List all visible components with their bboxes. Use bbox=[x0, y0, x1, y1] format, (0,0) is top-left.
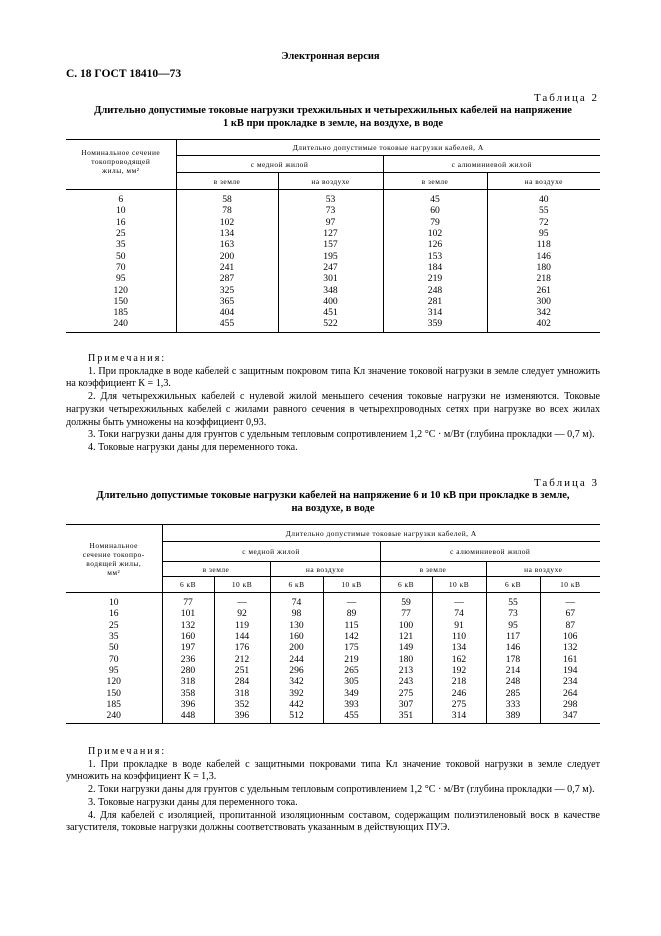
table3-cell-value: 89 bbox=[323, 608, 380, 619]
table2-cell-value: 134 bbox=[176, 228, 278, 239]
table3-cell-value: 161 bbox=[540, 653, 600, 664]
table2-sub-al-air: на воздухе bbox=[487, 173, 600, 190]
table2-cell-value: 163 bbox=[176, 239, 278, 250]
table3-cell-value: 67 bbox=[540, 608, 600, 619]
table3-cell-value: 213 bbox=[380, 665, 432, 676]
table3-cell-value: 132 bbox=[540, 642, 600, 653]
table3-header-copper: с медной жилой bbox=[162, 542, 380, 562]
table2-cell-value: 314 bbox=[383, 307, 487, 318]
table2-note: 3. Токи нагрузки даны для грунтов с удельным тепловым сопротивлением 1,2 °С · м/Вт (глубина прокладки — 0,7 м). bbox=[88, 429, 595, 441]
table3-cell-value: 244 bbox=[270, 653, 323, 664]
table3-cell-section: 16 bbox=[108, 608, 119, 620]
table3-cell-section: 240 bbox=[66, 710, 162, 724]
table2-note: 2. Для четырехжильных кабелей с нулевой жилой меньшего сечения токовые нагрузки не изменяются. Токовые нагрузки четырехжильных кабелей с жилами равного сечения в четырехпроводных сетях при нагрузке во всех жилах должны быть умножены на коэффициент 0,93. bbox=[66, 391, 600, 428]
table3-cell-value: 512 bbox=[270, 710, 323, 724]
table2-cell-value: 60 bbox=[383, 205, 487, 216]
table3-note: 2. Токи нагрузки даны для грунтов с удельным тепловым сопротивлением 1,2 °С · м/Вт (глубина прокладки — 0,7 м). bbox=[88, 784, 595, 796]
table3-cell-section: 35 bbox=[108, 631, 119, 643]
table3-cell-value: 130 bbox=[270, 620, 323, 631]
table3-cell-value: 298 bbox=[540, 699, 600, 710]
table3-volt-10: 10 кВ bbox=[323, 577, 380, 593]
table3-cell-section: 10 bbox=[108, 597, 119, 609]
table3-cell-value: 110 bbox=[432, 631, 486, 642]
table3-cell-value: 284 bbox=[214, 676, 270, 687]
table3-note: 3. Токовые нагрузки даны для переменного тока. bbox=[88, 796, 298, 808]
table2 bbox=[66, 139, 600, 333]
table3-volt-10: 10 кВ bbox=[540, 577, 600, 593]
table3-row bbox=[66, 620, 600, 631]
table2-row bbox=[66, 228, 600, 239]
table2-cell-value: 55 bbox=[487, 205, 600, 216]
table2-cell-value: 153 bbox=[383, 250, 487, 261]
table3-row bbox=[66, 593, 600, 609]
table2-cell-value: 58 bbox=[176, 190, 278, 206]
table3-cell-value: 455 bbox=[323, 710, 380, 724]
table3-cell-value: 74 bbox=[270, 593, 323, 609]
table2-cell-value: 400 bbox=[278, 296, 383, 307]
table3-cell-value: 121 bbox=[380, 631, 432, 642]
table2-cell-section: 70 bbox=[115, 261, 126, 273]
table2-cell-value: 184 bbox=[383, 262, 487, 273]
table3-cell-value: 106 bbox=[540, 631, 600, 642]
table3-row bbox=[66, 710, 600, 724]
table3-cell-value: — bbox=[540, 593, 600, 609]
table3-cell-value: 307 bbox=[380, 699, 432, 710]
table2-row bbox=[66, 273, 600, 284]
table2-cell-value: 146 bbox=[487, 250, 600, 261]
table3-cell-value: 342 bbox=[270, 676, 323, 687]
table3-cell-value: 396 bbox=[214, 710, 270, 724]
table3-cell-value: 351 bbox=[380, 710, 432, 724]
table2-cell-value: 102 bbox=[176, 217, 278, 228]
table3-cell-value: 358 bbox=[162, 687, 214, 698]
table3-volt-6: 6 кВ bbox=[486, 577, 540, 593]
table2-cell-value: 261 bbox=[487, 284, 600, 295]
table2-header-aluminum: с алюминиевой жилой bbox=[383, 156, 600, 173]
table3-volt-6: 6 кВ bbox=[162, 577, 214, 593]
table2-header-copper: с медной жилой bbox=[176, 156, 383, 173]
table2-cell-value: 522 bbox=[278, 318, 383, 332]
table2-row bbox=[66, 239, 600, 250]
table2-note: 1. При прокладке в воде кабелей с защитным покровом типа Кл значение токовой нагрузки в земле следует умножить на коэффициент К = 1,3. bbox=[66, 365, 600, 390]
table2-row bbox=[66, 262, 600, 273]
table2-cell-value: 455 bbox=[176, 318, 278, 332]
table2-cell-section: 6 bbox=[118, 194, 124, 206]
table3-cell-value: 347 bbox=[540, 710, 600, 724]
table3-title-line1: Длительно допустимые токовые нагрузки кабелей на напряжение 6 и 10 кВ при прокладке в земле, bbox=[96, 490, 570, 501]
table2-title-line2: 1 кВ при прокладке в земле, на воздухе, в воде bbox=[222, 118, 444, 129]
table2-cell-value: 40 bbox=[487, 190, 600, 206]
table2-cell-value: 218 bbox=[487, 273, 600, 284]
table3-cell-value: 392 bbox=[270, 687, 323, 698]
table3-cell-value: 197 bbox=[162, 642, 214, 653]
table3-note: 4. Для кабелей с изоляцией, пропитанной изоляционным составом, содержащим полиэтиленовый воск в качестве загустителя, токовые нагрузки должны соответствовать указанным в действующих ПУЭ. bbox=[66, 809, 600, 834]
table3-cell-value: 200 bbox=[270, 642, 323, 653]
table3-cell-section: 120 bbox=[106, 676, 121, 688]
table3-row bbox=[66, 653, 600, 664]
table3-cell-value: 132 bbox=[162, 620, 214, 631]
table2-row bbox=[66, 190, 600, 206]
table2-cell-value: 325 bbox=[176, 284, 278, 295]
table3-cell-value: 248 bbox=[486, 676, 540, 687]
table2-notes bbox=[66, 353, 600, 455]
table2-cell-section: 120 bbox=[113, 284, 128, 296]
table2-cell-value: 53 bbox=[278, 190, 383, 206]
table2-body bbox=[66, 190, 600, 333]
table3-sub-al-ground: в земле bbox=[380, 562, 486, 577]
table3-cell-value: 212 bbox=[214, 653, 270, 664]
table3-cell-value: 280 bbox=[162, 665, 214, 676]
table3-cell-value: 243 bbox=[380, 676, 432, 687]
table2-cell-section: 240 bbox=[66, 318, 176, 332]
table2-cell-value: 195 bbox=[278, 250, 383, 261]
table3-volt-6: 6 кВ bbox=[380, 577, 432, 593]
table3-cell-value: 142 bbox=[323, 631, 380, 642]
table3-cell-value: 55 bbox=[486, 593, 540, 609]
table3 bbox=[66, 524, 600, 724]
table2-cell-value: 348 bbox=[278, 284, 383, 295]
table3-header-aluminum: с алюминиевой жилой bbox=[380, 542, 600, 562]
table3-cell-value: 318 bbox=[214, 687, 270, 698]
table2-cell-value: 359 bbox=[383, 318, 487, 332]
table2-row bbox=[66, 318, 600, 332]
table3-cell-value: 74 bbox=[432, 608, 486, 619]
table2-cell-value: 248 bbox=[383, 284, 487, 295]
table3-header-section: Номинальное сечение токопро- водящей жилы, мм² bbox=[66, 525, 162, 593]
table2-cell-value: 247 bbox=[278, 262, 383, 273]
table2-row bbox=[66, 205, 600, 216]
table3-cell-value: 246 bbox=[432, 687, 486, 698]
table3-cell-value: — bbox=[214, 593, 270, 609]
table3-note: 1. При прокладке в воде кабелей с защитными покровами типа Кл значение токовой нагрузки в земле следует умножить на коэффициент К = 1,3. bbox=[66, 758, 600, 783]
table3-cell-section: 25 bbox=[108, 619, 119, 631]
table3-cell-value: 264 bbox=[540, 687, 600, 698]
table3-notes bbox=[66, 746, 600, 835]
table2-cell-value: 451 bbox=[278, 307, 383, 318]
table3-row bbox=[66, 676, 600, 687]
table3-row bbox=[66, 665, 600, 676]
table2-cell-value: 97 bbox=[278, 217, 383, 228]
table3-cell-value: 87 bbox=[540, 620, 600, 631]
table2-header-main: Длительно допустимые токовые нагрузки кабелей, А bbox=[176, 140, 600, 156]
table2-cell-value: 300 bbox=[487, 296, 600, 307]
table2-row bbox=[66, 284, 600, 295]
table3-cell-value: 349 bbox=[323, 687, 380, 698]
table2-cell-section: 10 bbox=[115, 205, 126, 217]
table3-row bbox=[66, 631, 600, 642]
table3-cell-value: 146 bbox=[486, 642, 540, 653]
table3-cell-value: — bbox=[323, 593, 380, 609]
table3-volt-10: 10 кВ bbox=[432, 577, 486, 593]
table3-cell-value: 234 bbox=[540, 676, 600, 687]
page-reference: С. 18 ГОСТ 18410—73 bbox=[66, 68, 182, 80]
table3-cell-value: 101 bbox=[162, 608, 214, 619]
table3-cell-value: 160 bbox=[270, 631, 323, 642]
table2-cell-section: 150 bbox=[113, 295, 128, 307]
table3-cell-value: 305 bbox=[323, 676, 380, 687]
edition-label: Электронная версия bbox=[281, 51, 380, 62]
table2-cell-value: 404 bbox=[176, 307, 278, 318]
table2-row bbox=[66, 296, 600, 307]
table3-cell-value: 180 bbox=[380, 653, 432, 664]
table3-cell-value: 275 bbox=[380, 687, 432, 698]
table3-cell-value: 160 bbox=[162, 631, 214, 642]
table2-cell-value: 95 bbox=[487, 228, 600, 239]
table3-cell-value: 115 bbox=[323, 620, 380, 631]
table2-cell-value: 79 bbox=[383, 217, 487, 228]
table3-cell-section: 95 bbox=[108, 664, 119, 676]
table2-cell-value: 102 bbox=[383, 228, 487, 239]
table2-cell-value: 342 bbox=[487, 307, 600, 318]
table2-cell-section: 50 bbox=[115, 250, 126, 262]
table3-cell-value: 393 bbox=[323, 699, 380, 710]
table3-cell-value: 251 bbox=[214, 665, 270, 676]
table3-cell-value: 98 bbox=[270, 608, 323, 619]
table3-cell-value: 178 bbox=[486, 653, 540, 664]
table3-cell-value: 117 bbox=[486, 631, 540, 642]
table3-label: Таблица 3 bbox=[533, 477, 599, 489]
table3-row bbox=[66, 699, 600, 710]
table3-cell-section: 70 bbox=[108, 653, 119, 665]
table2-header-section: Номинальное сечение токопроводящей жилы, мм² bbox=[66, 140, 176, 190]
table2-sub-cu-ground: в земле bbox=[176, 173, 278, 190]
table3-row bbox=[66, 687, 600, 698]
table3-cell-value: 91 bbox=[432, 620, 486, 631]
table2-cell-value: 200 bbox=[176, 250, 278, 261]
table3-cell-value: 275 bbox=[432, 699, 486, 710]
table3-cell-value: 389 bbox=[486, 710, 540, 724]
table2-cell-section: 185 bbox=[113, 307, 128, 319]
table2-title bbox=[66, 104, 600, 130]
table3-cell-value: 92 bbox=[214, 608, 270, 619]
table2-sub-al-ground: в земле bbox=[383, 173, 487, 190]
table3-cell-section: 150 bbox=[106, 687, 121, 699]
table2-cell-value: 78 bbox=[176, 205, 278, 216]
table2-cell-value: 180 bbox=[487, 262, 600, 273]
table3-body bbox=[66, 593, 600, 724]
table2-cell-value: 281 bbox=[383, 296, 487, 307]
table2-note: 4. Токовые нагрузки даны для переменного тока. bbox=[88, 441, 298, 453]
table3-title bbox=[66, 489, 600, 515]
table2-sub-cu-air: на воздухе bbox=[278, 173, 383, 190]
table3-volt-6: 6 кВ bbox=[270, 577, 323, 593]
table3-cell-value: 333 bbox=[486, 699, 540, 710]
table2-cell-value: 219 bbox=[383, 273, 487, 284]
table2-cell-value: 365 bbox=[176, 296, 278, 307]
table3-sub-al-air: на воздухе bbox=[486, 562, 600, 577]
table3-cell-value: 314 bbox=[432, 710, 486, 724]
table3-cell-value: 219 bbox=[323, 653, 380, 664]
table2-cell-value: 126 bbox=[383, 239, 487, 250]
table3-cell-value: 95 bbox=[486, 620, 540, 631]
table3-cell-value: 448 bbox=[162, 710, 214, 724]
table2-cell-value: 118 bbox=[487, 239, 600, 250]
table3-cell-value: 175 bbox=[323, 642, 380, 653]
table3-cell-value: 442 bbox=[270, 699, 323, 710]
table3-cell-value: 265 bbox=[323, 665, 380, 676]
table2-cell-value: 301 bbox=[278, 273, 383, 284]
table3-header-main: Длительно допустимые токовые нагрузки кабелей, А bbox=[162, 525, 600, 542]
table3-cell-value: 176 bbox=[214, 642, 270, 653]
table2-cell-value: 402 bbox=[487, 318, 600, 332]
table3-notes-title: Примечания: bbox=[88, 746, 167, 757]
table3-row bbox=[66, 608, 600, 619]
table2-cell-section: 25 bbox=[115, 228, 126, 240]
table3-cell-value: 318 bbox=[162, 676, 214, 687]
table3-cell-value: 59 bbox=[380, 593, 432, 609]
table2-cell-value: 127 bbox=[278, 228, 383, 239]
table3-cell-value: 236 bbox=[162, 653, 214, 664]
table3-cell-section: 50 bbox=[108, 642, 119, 654]
table3-cell-value: 285 bbox=[486, 687, 540, 698]
table3-row bbox=[66, 642, 600, 653]
table3-cell-value: — bbox=[432, 593, 486, 609]
table3-cell-value: 214 bbox=[486, 665, 540, 676]
table3-title-line2: на воздухе, в воде bbox=[291, 503, 375, 514]
table3-cell-value: 192 bbox=[432, 665, 486, 676]
table3-volt-10: 10 кВ bbox=[214, 577, 270, 593]
table2-cell-value: 241 bbox=[176, 262, 278, 273]
table2-row bbox=[66, 250, 600, 261]
table2-label: Таблица 2 bbox=[533, 92, 599, 104]
table3-cell-value: 149 bbox=[380, 642, 432, 653]
table2-cell-value: 73 bbox=[278, 205, 383, 216]
table3-cell-value: 77 bbox=[380, 608, 432, 619]
table3-sub-cu-ground: в земле bbox=[162, 562, 270, 577]
table2-title-line1: Длительно допустимые токовые нагрузки трехжильных и четырехжильных кабелей на напряжение bbox=[94, 105, 572, 116]
table3-cell-value: 77 bbox=[162, 593, 214, 609]
table3-cell-value: 352 bbox=[214, 699, 270, 710]
table3-cell-value: 218 bbox=[432, 676, 486, 687]
table2-cell-section: 16 bbox=[115, 216, 126, 228]
table3-cell-value: 194 bbox=[540, 665, 600, 676]
table3-cell-value: 73 bbox=[486, 608, 540, 619]
table3-cell-value: 134 bbox=[432, 642, 486, 653]
table2-row bbox=[66, 307, 600, 318]
table2-cell-value: 287 bbox=[176, 273, 278, 284]
table2-notes-title: Примечания: bbox=[88, 353, 167, 364]
table3-cell-value: 119 bbox=[214, 620, 270, 631]
table2-cell-value: 157 bbox=[278, 239, 383, 250]
table3-cell-value: 100 bbox=[380, 620, 432, 631]
table2-cell-section: 35 bbox=[115, 239, 126, 251]
table3-cell-section: 185 bbox=[106, 698, 121, 710]
table2-cell-value: 72 bbox=[487, 217, 600, 228]
table2-cell-value: 45 bbox=[383, 190, 487, 206]
table3-cell-value: 296 bbox=[270, 665, 323, 676]
table2-cell-section: 95 bbox=[115, 273, 126, 285]
table3-sub-cu-air: на воздухе bbox=[270, 562, 380, 577]
table3-cell-value: 396 bbox=[162, 699, 214, 710]
table3-cell-value: 144 bbox=[214, 631, 270, 642]
table3-cell-value: 162 bbox=[432, 653, 486, 664]
table2-row bbox=[66, 217, 600, 228]
